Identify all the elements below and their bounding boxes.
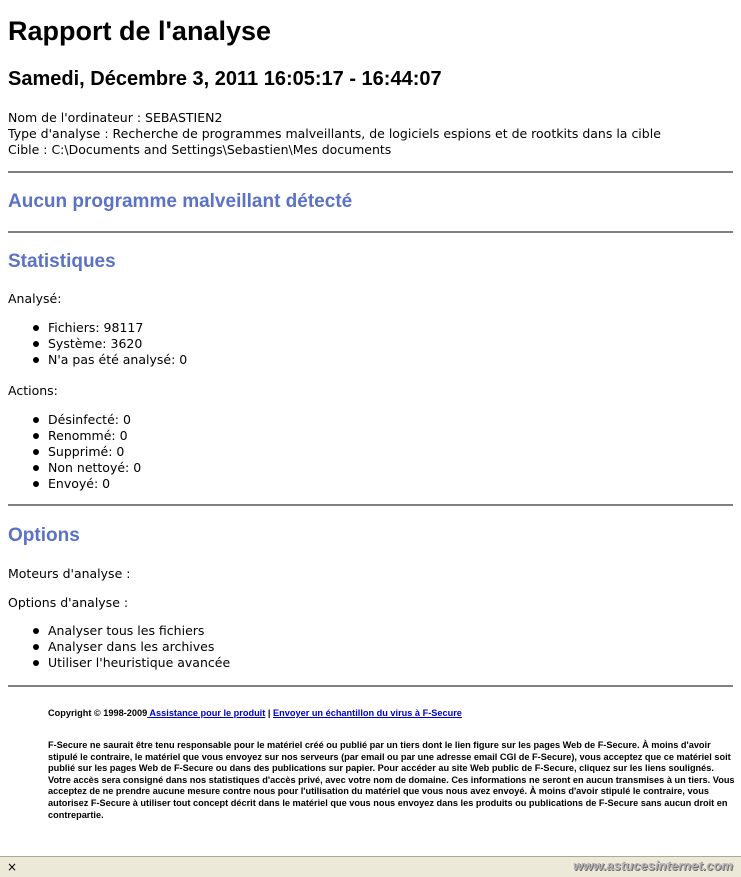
list-item: Fichiers: 98117 bbox=[8, 320, 187, 336]
watermark: www.astucesinternet.com bbox=[573, 858, 733, 873]
disclaimer: F-Secure ne saurait être tenu responsable pour le matériel créé ou publié par un tiers dont le lien figure sur les pages Web de F-Secure. À moins d'avoir stipulé le contraire, le matériel que vous envoyez sur nos serveurs (par email ou par une adresse email CGI de F-Secure), vous acceptez que ce matériel soit publié sur les pages Web de F-Secure ou dans des publications sur papier. Pour accéder au site Web public de F-Secure, cliquez sur les liens soulignés. Votre accès sera consigné dans nos statistiques d'accès privé, avec votre nom de domaine. Ces informations ne seront en aucun transmises à un tiers. Vous acceptez de ne prendre aucune mesure contre nous pour l'utilisation du matériel que vous nous avez envoyé. À moins d'avoir stipulé le contraire, vous autorisez F-Secure à utiliser tout concept décrit dans le matériel que vous nous envoyez dans les produits ou publications de F-Secure sans aucun droit en contrepartie. bbox=[48, 740, 735, 820]
actions-list bbox=[8, 412, 141, 492]
scan-options-label: Options d'analyse : bbox=[8, 595, 129, 610]
list-item: Système: 3620 bbox=[8, 336, 187, 352]
options-heading: Options bbox=[8, 525, 80, 546]
options-list bbox=[8, 623, 230, 671]
list-item: N'a pas été analysé: 0 bbox=[8, 352, 187, 368]
list-item: Renommé: 0 bbox=[8, 428, 141, 444]
list-item: Non nettoyé: 0 bbox=[8, 460, 141, 476]
copyright: Copyright © 1998-2009 bbox=[48, 708, 148, 718]
footer-links bbox=[48, 708, 736, 720]
scan-datetime: Samedi, Décembre 3, 2011 16:05:17 - 16:44:07 bbox=[8, 68, 442, 90]
status-bar bbox=[0, 856, 741, 877]
scan-meta bbox=[8, 110, 661, 158]
page-title: Rapport de l'analyse bbox=[8, 16, 271, 46]
list-item: Envoyé: 0 bbox=[8, 476, 141, 492]
actions-label: Actions: bbox=[8, 383, 58, 398]
list-item: Supprimé: 0 bbox=[8, 444, 141, 460]
statistics-heading: Statistiques bbox=[8, 251, 116, 272]
link-separator: | bbox=[267, 708, 271, 718]
scanned-label: Analysé: bbox=[8, 291, 62, 306]
computer-name: Nom de l'ordinateur : SEBASTIEN2 bbox=[8, 110, 223, 125]
scan-target: Cible : C:\Documents and Settings\Sebastien\Mes documents bbox=[8, 142, 392, 157]
scanned-list bbox=[8, 320, 187, 368]
list-item: Analyser dans les archives bbox=[8, 639, 230, 655]
engines-label: Moteurs d'analyse : bbox=[8, 566, 131, 581]
divider bbox=[8, 685, 733, 687]
result-heading: Aucun programme malveillant détecté bbox=[8, 191, 353, 212]
list-item: Analyser tous les fichiers bbox=[8, 623, 230, 639]
list-item: Utiliser l'heuristique avancée bbox=[8, 655, 230, 671]
support-link[interactable]: Assistance pour le produit bbox=[147, 708, 266, 718]
scan-type: Type d'analyse : Recherche de programmes malveillants, de logiciels espions et de rootkits dans la cible bbox=[8, 126, 661, 141]
submit-sample-link[interactable]: Envoyer un échantillon du virus à F-Secure bbox=[273, 708, 462, 718]
list-item: Désinfecté: 0 bbox=[8, 412, 141, 428]
divider bbox=[8, 504, 733, 506]
divider bbox=[8, 171, 733, 173]
divider bbox=[8, 231, 733, 233]
close-icon[interactable]: × bbox=[7, 860, 18, 874]
